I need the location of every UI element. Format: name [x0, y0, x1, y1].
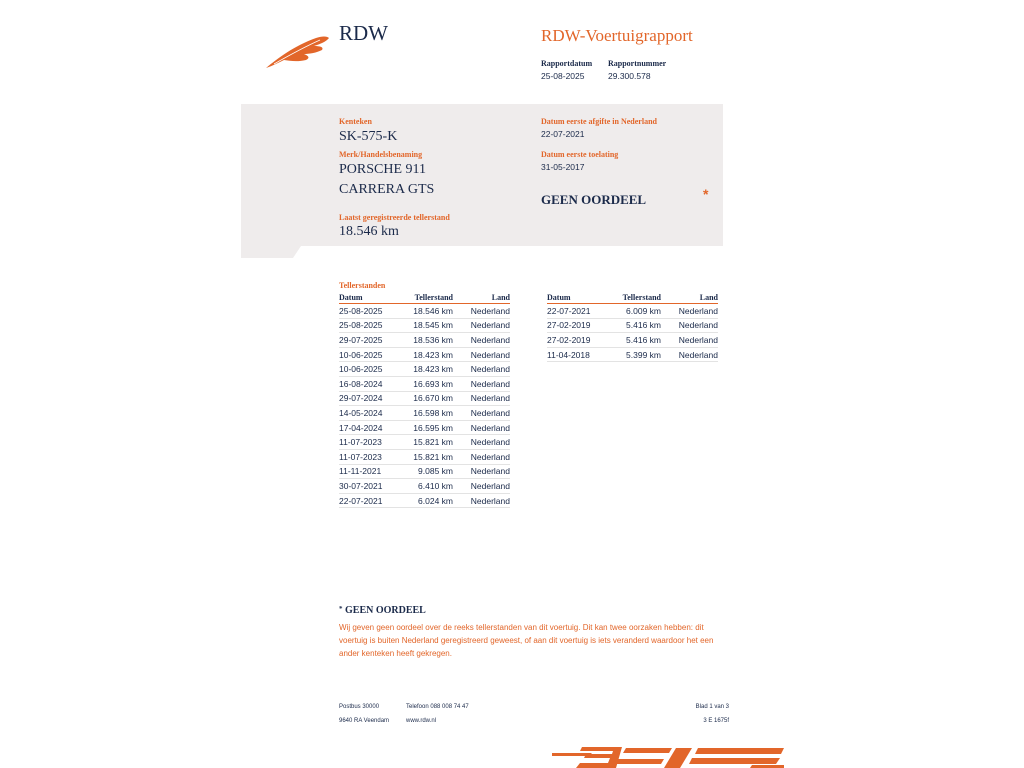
reading-country: Nederland	[661, 333, 718, 348]
reading-km: 16.595 km	[401, 420, 453, 435]
readings-table-left	[339, 292, 510, 508]
reading-km: 16.598 km	[401, 406, 453, 421]
reading-date: 10-06-2025	[339, 347, 401, 362]
reading-date: 16-08-2024	[339, 376, 401, 391]
reading-km: 9.085 km	[401, 464, 453, 479]
reading-km: 5.416 km	[609, 318, 661, 333]
brand-name: RDW	[339, 21, 388, 45]
reading-km: 18.545 km	[401, 318, 453, 333]
report-title: RDW-Voertuigrapport	[541, 26, 693, 45]
reading-country: Nederland	[661, 304, 718, 319]
reading-country: Nederland	[453, 318, 510, 333]
decorative-stripes-icon	[552, 745, 784, 768]
reading-km: 18.423 km	[401, 362, 453, 377]
reading-km: 5.416 km	[609, 333, 661, 348]
footer-web[interactable]: www.rdw.nl	[406, 718, 437, 724]
reading-km: 6.410 km	[401, 479, 453, 494]
reading-date: 11-07-2023	[339, 435, 401, 450]
reading-km: 16.693 km	[401, 376, 453, 391]
footer-postbus: Postbus 30000	[339, 704, 380, 710]
verdict-badge: GEEN OORDEEL	[541, 192, 647, 207]
readings-table-right	[547, 292, 718, 362]
first-issue-nl-label: Datum eerste afgifte in Nederland	[541, 117, 657, 126]
reading-country: Nederland	[453, 493, 510, 508]
footnote-text-line-1: Wij geven geen oordeel over de reeks tellerstanden van dit voertuig. Dit kan twee oorzaken hebben: dit	[339, 623, 704, 632]
reading-country: Nederland	[453, 376, 510, 391]
report-number-label: Rapportnummer	[608, 59, 667, 68]
reading-date: 17-04-2024	[339, 420, 401, 435]
col-date: Datum	[339, 292, 401, 304]
reading-km: 18.423 km	[401, 347, 453, 362]
col-date: Datum	[547, 292, 609, 304]
table-row	[339, 449, 510, 464]
verdict-asterisk: *	[703, 186, 709, 202]
reading-km: 5.399 km	[609, 347, 661, 362]
reading-date: 11-11-2021	[339, 464, 401, 479]
first-issue-nl-value: 22-07-2021	[541, 129, 585, 139]
table-row	[339, 479, 510, 494]
table-row	[339, 464, 510, 479]
odometer-value: 18.546 km	[339, 224, 399, 239]
table-row	[547, 333, 718, 348]
first-admission-label: Datum eerste toelating	[541, 150, 619, 159]
table-row	[339, 333, 510, 348]
plate-value: SK-575-K	[339, 129, 398, 144]
make-line-1: PORSCHE 911	[339, 162, 427, 177]
reading-country: Nederland	[453, 464, 510, 479]
readings-section-title: Tellerstanden	[339, 281, 386, 290]
reading-country: Nederland	[453, 435, 510, 450]
report-date-label: Rapportdatum	[541, 59, 593, 68]
plate-label: Kenteken	[339, 117, 372, 126]
first-admission-value: 31-05-2017	[541, 162, 585, 172]
footnote-title-row	[339, 605, 426, 616]
footer-city: 9640 RA Veendam	[339, 718, 390, 724]
reading-date: 11-04-2018	[547, 347, 609, 362]
reading-country: Nederland	[453, 420, 510, 435]
reading-country: Nederland	[453, 333, 510, 348]
reading-km: 6.024 km	[401, 493, 453, 508]
footnote-asterisk: *	[339, 605, 343, 613]
footnote-title: GEEN OORDEEL	[345, 605, 426, 616]
table-row	[339, 362, 510, 377]
reading-km: 18.546 km	[401, 304, 453, 319]
reading-km: 15.821 km	[401, 435, 453, 450]
reading-date: 29-07-2025	[339, 333, 401, 348]
table-row	[339, 493, 510, 508]
reading-country: Nederland	[453, 479, 510, 494]
reading-date: 25-08-2025	[339, 304, 401, 319]
reading-km: 16.670 km	[401, 391, 453, 406]
reading-country: Nederland	[661, 318, 718, 333]
reading-date: 25-08-2025	[339, 318, 401, 333]
reading-date: 14-05-2024	[339, 406, 401, 421]
odometer-label: Laatst geregistreerde tellerstand	[339, 213, 450, 222]
make-line-2: CARRERA GTS	[339, 182, 435, 197]
make-label: Merk/Handelsbenaming	[339, 150, 423, 159]
col-country: Land	[453, 292, 510, 304]
table-row	[547, 347, 718, 362]
table-row	[339, 318, 510, 333]
reading-date: 27-02-2019	[547, 333, 609, 348]
reading-date: 30-07-2021	[339, 479, 401, 494]
footer-phone: Telefoon 088 008 74 47	[406, 704, 469, 710]
table-row	[339, 376, 510, 391]
reading-km: 6.009 km	[609, 304, 661, 319]
report-number-value: 29.300.578	[608, 71, 651, 81]
reading-country: Nederland	[453, 391, 510, 406]
reading-date: 27-02-2019	[547, 318, 609, 333]
table-row	[339, 406, 510, 421]
reading-country: Nederland	[661, 347, 718, 362]
table-row	[339, 420, 510, 435]
col-reading: Tellerstand	[609, 292, 661, 304]
report-date-value: 25-08-2025	[541, 71, 585, 81]
vehicle-summary-panel	[241, 104, 723, 258]
reading-country: Nederland	[453, 347, 510, 362]
table-row	[547, 304, 718, 319]
footer-page-number: Blad 1 van 3	[695, 704, 729, 710]
table-row	[339, 391, 510, 406]
table-row	[339, 347, 510, 362]
reading-km: 15.821 km	[401, 449, 453, 464]
table-row	[547, 318, 718, 333]
table-row	[339, 304, 510, 319]
footnote-text-line-3: ander kenteken heeft gekregen.	[339, 649, 452, 658]
reading-country: Nederland	[453, 406, 510, 421]
reading-country: Nederland	[453, 304, 510, 319]
reading-country: Nederland	[453, 449, 510, 464]
footer-code: 3 E 1675f	[703, 718, 729, 724]
col-country: Land	[661, 292, 718, 304]
footnote-text-line-2: voertuig is buiten Nederland geregistreerd geweest, of aan dit voertuig is iets veranderd waardoor het een	[339, 636, 714, 645]
reading-date: 22-07-2021	[547, 304, 609, 319]
reading-km: 18.536 km	[401, 333, 453, 348]
reading-date: 29-07-2024	[339, 391, 401, 406]
reading-date: 10-06-2025	[339, 362, 401, 377]
reading-country: Nederland	[453, 362, 510, 377]
reading-date: 11-07-2023	[339, 449, 401, 464]
rdw-feather-logo-icon	[264, 34, 332, 70]
col-reading: Tellerstand	[401, 292, 453, 304]
reading-date: 22-07-2021	[339, 493, 401, 508]
table-row	[339, 435, 510, 450]
